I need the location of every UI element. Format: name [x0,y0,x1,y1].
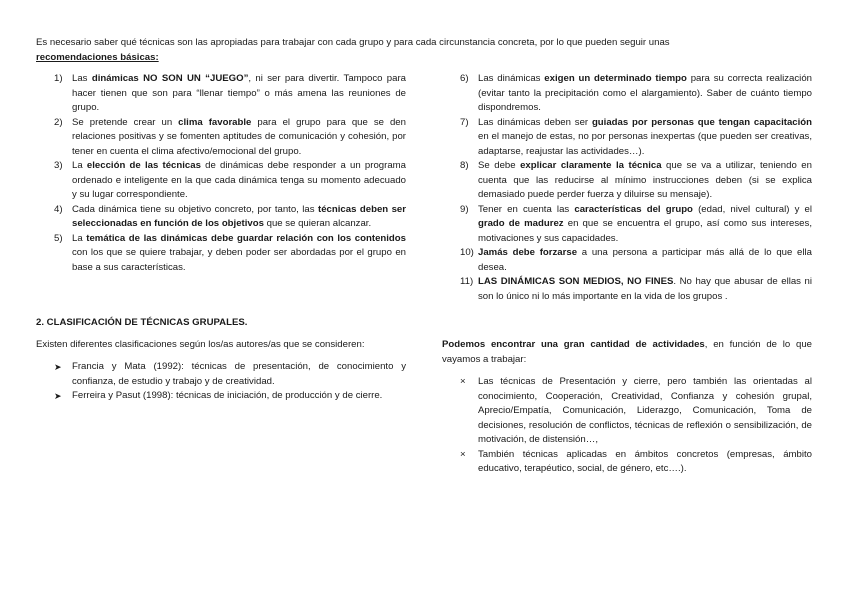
rule-text: La [72,160,87,171]
rule-emphasis: características del grupo [574,203,693,215]
rule-text: con los que se quiere trabajar, y deben poder ser abordadas por el grupo en base a sus características. [72,247,406,273]
section-heading: 2. CLASIFICACIÓN DE TÉCNICAS GRUPALES. [36,317,248,328]
rule-text: en el manejo de estas, no por personas inexpertas (que pueden ser creativas, adaptarse, reajustar las actividades…). [478,131,812,157]
rule-item [36,203,406,232]
rule-number: 8) [460,160,469,171]
rule-text: Tener en cuenta las [478,203,575,215]
rule-text: Cada dinámica tiene su objetivo concreto, por tanto, las [72,203,319,215]
list-item: × Las técnicas de Presentación y cierre, pero también las orientadas al conocimiento, Cooperación, Creatividad, Confianza y cohesión grupal, Aprecio/Empatía, Comunicación, Liderazgo, Comunicación, Toma de decisiones, resolución de conflictos, técnicas de reflexión o sensibilización, de motivación, de distensión…, [460,376,812,445]
rule-emphasis: temática de las dinámicas debe guardar relación con los contenidos [86,232,406,244]
rule-text: que se va a utilizar, teniendo en cuenta que las reducirse al mínimo instrucciones deben (si se explica demasiado puede perder fuerza y diluirse su mensaje). [478,160,812,200]
rule-text: a una persona a participar más allá de lo que ella desea. [478,247,812,273]
rules-right-column [442,72,812,304]
rule-number: 3) [54,160,63,171]
rule-item [36,159,406,203]
rule-number: 10) [460,247,474,258]
arrow-right-icon: ➤ [54,391,62,401]
rule-text: Se debe [478,160,521,171]
activities-intro [442,338,812,367]
rule-text: . No hay que abusar de ellas ni son lo único ni lo más importante en la vida de los grupos . [478,276,813,302]
rule-text: La [72,232,87,244]
rule-number: 2) [54,116,63,128]
x-bullet-icon: × [460,376,466,387]
rule-item [442,72,812,116]
rule-emphasis: exigen un determinado tiempo [544,73,687,84]
rule-emphasis: dinámicas NO SON UN “JUEGO” [91,73,249,84]
rule-item [442,246,812,275]
rule-number: 4) [54,203,63,215]
rule-text: para su correcta realización (evitar tanto la precipitación como el alargamiento). Saber de cuánto tiempo dispondremos. [478,73,812,113]
rule-emphasis: técnicas deben ser seleccionadas en función de los objetivos [72,203,406,229]
intro-text: Es necesario saber qué técnicas son las apropiadas para trabajar con cada grupo y para cada circunstancia concreta, por lo que pueden seguir unas [36,37,670,48]
rule-number: 7) [460,116,469,128]
rule-item [36,116,406,160]
arrow-right-icon: ➤ [54,362,62,372]
classifications-intro: Existen diferentes clasificaciones según los/as autores/as que se consideren: [36,339,365,350]
rule-text: (edad, nivel cultural) y el [692,203,813,215]
activities-intro-bold: Podemos encontrar una gran cantidad de actividades [442,339,705,350]
rule-emphasis: guiadas por personas que tengan capacitación [591,116,812,128]
activities-list [442,375,812,477]
intro-recommendations: recomendaciones básicas: [36,51,159,63]
rule-number: 11) [460,276,474,287]
rule-number: 1) [54,73,63,84]
list-item: ➤ Ferreira y Pasut (1998): técnicas de iniciación, de producción y de cierre. [36,389,406,404]
rule-text: en que se encuentra el grupo, así como sus intereses, motivaciones y sus capacidades. [478,218,812,244]
rule-item [442,203,812,247]
intro-paragraph [36,36,812,65]
rule-emphasis: explicar claramente la técnica [520,160,662,171]
rule-item [442,116,812,160]
rule-text: que se quieran alcanzar. [263,218,372,229]
rule-number: 6) [460,73,469,84]
rule-text: Las [72,73,92,84]
rule-text: Las dinámicas [478,73,545,84]
authors-list [36,360,406,404]
rule-number: 9) [460,203,469,215]
rule-text: , ni ser para divertir. Tampoco para hacer tienen que son para “llenar tiempo” o más amena las reuniones de grupo. [72,73,407,113]
rule-text: de dinámicas debe responder a un programa ordenado e inteligente en la que cada dinámica tenga su momento adecuado y su lugar correspondiente. [72,160,406,200]
rule-text: Se pretende crear un [72,116,179,128]
rule-item [442,159,812,203]
rule-emphasis: grado de madurez [478,218,564,229]
rule-emphasis: clima favorable [178,116,252,128]
x-bullet-icon: × [460,448,466,460]
rule-number: 5) [54,232,63,244]
rule-text: Las dinámicas deben ser [478,116,592,128]
rule-emphasis: LAS DINÁMICAS SON MEDIOS, NO FINES [478,276,674,287]
activities-intro-rest: , en función de lo que vayamos a trabajar: [442,339,812,365]
rule-item [442,275,812,304]
rule-item [36,232,406,276]
rule-emphasis: Jamás debe forzarse [478,247,578,258]
list-item: × También técnicas aplicadas en ámbitos concretos (empresas, ámbito educativo, terapéutico, social, de género, etc….). [460,448,812,474]
rules-left-column [36,72,406,275]
list-item: ➤ Francia y Mata (1992): técnicas de presentación, de conocimiento y confianza, de estudio y trabajo y de creatividad. [54,361,406,387]
rule-emphasis: elección de las técnicas [86,160,201,171]
rule-item [36,72,406,116]
rule-text: para el grupo para que se den relaciones positivas y se fomenten aptitudes de comunicación y cohesión, por tener en cuenta el clima afectivo/emocional del grupo. [72,116,406,157]
